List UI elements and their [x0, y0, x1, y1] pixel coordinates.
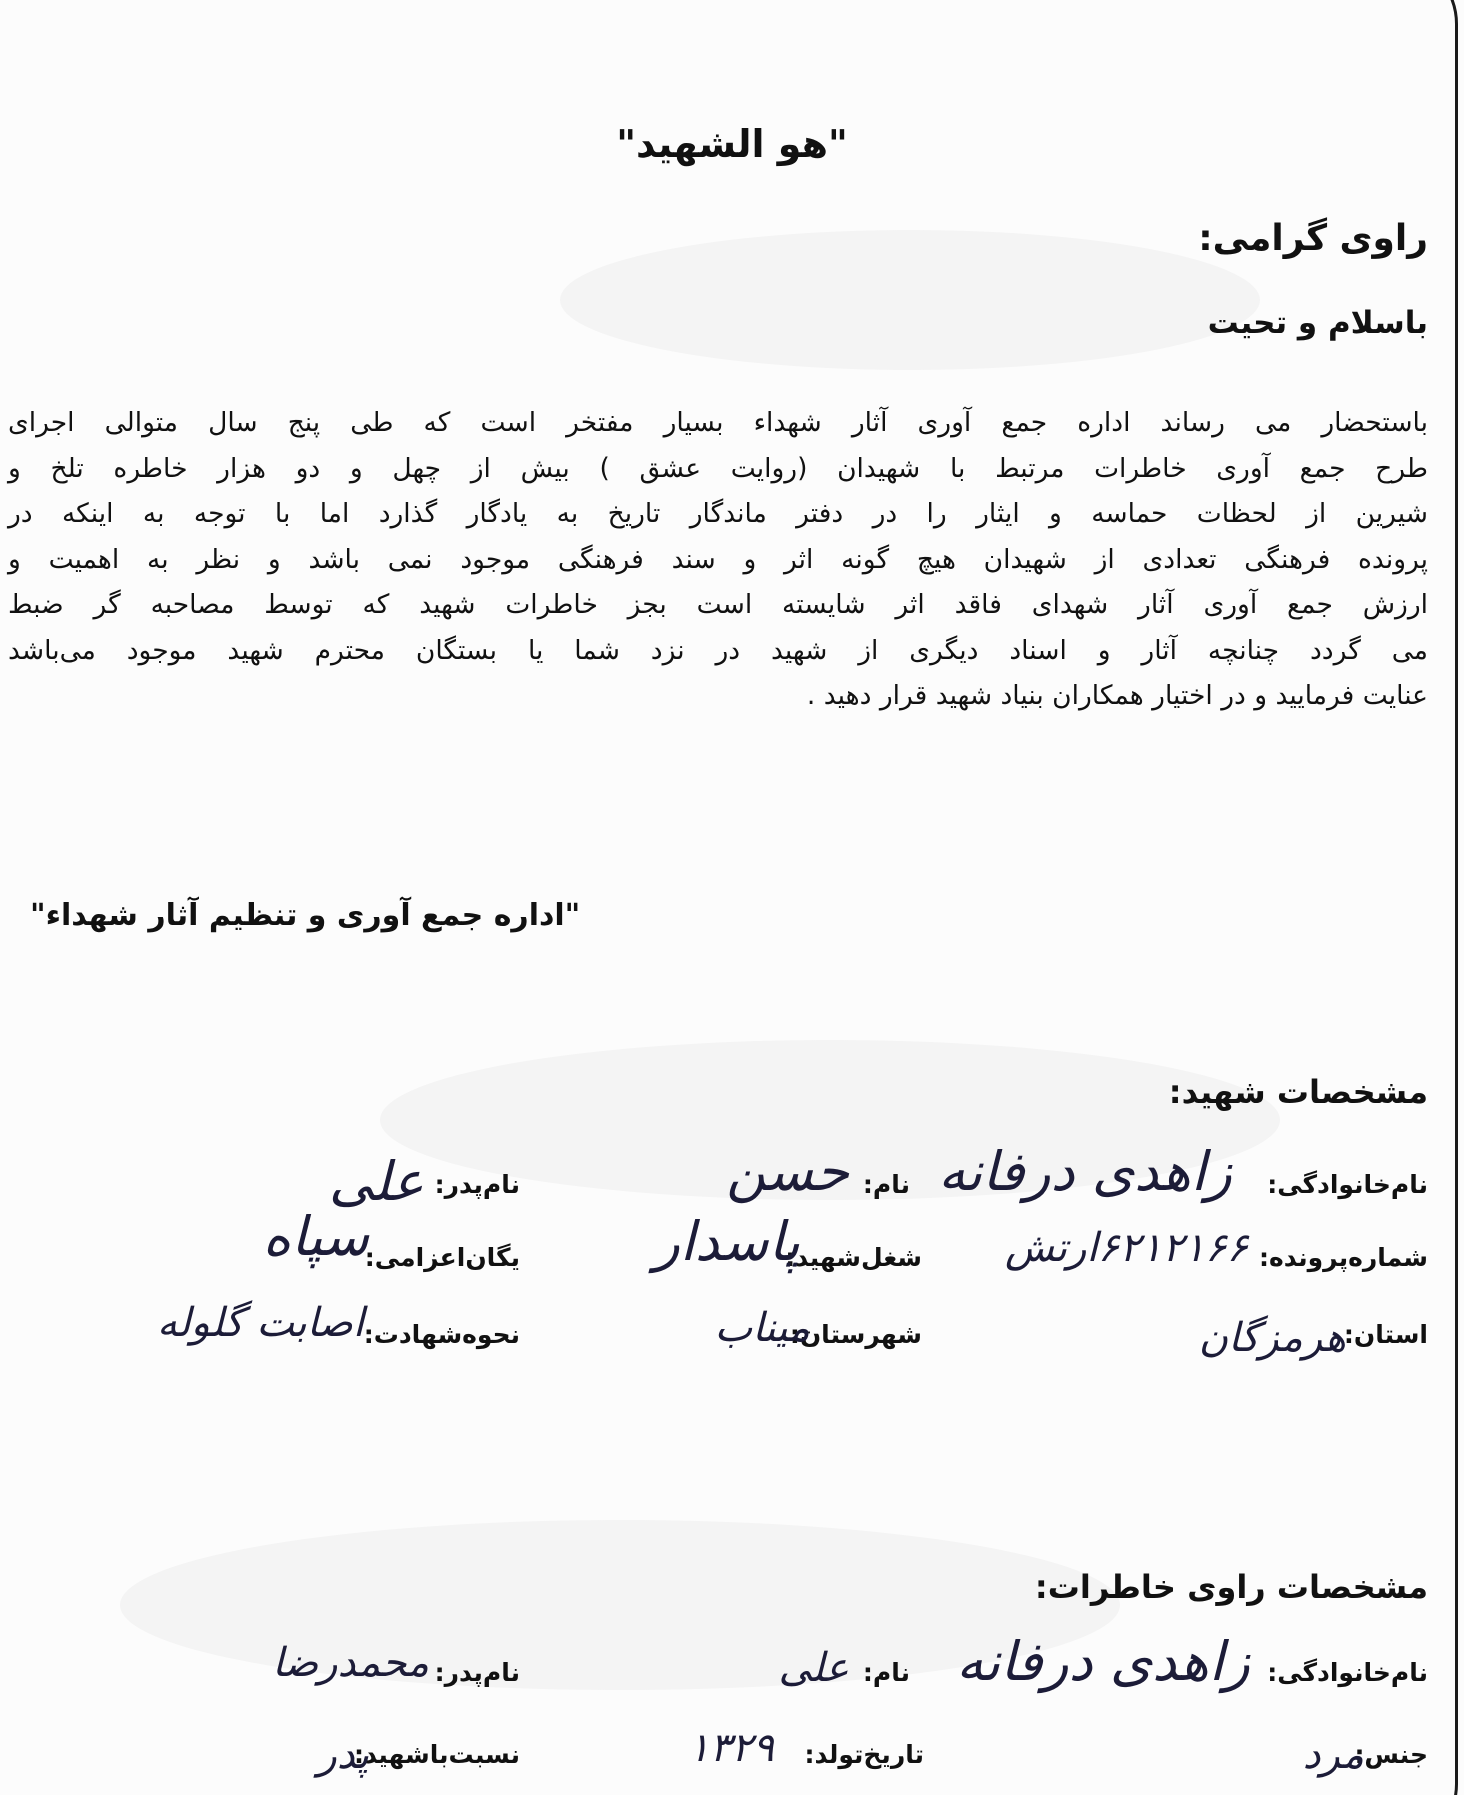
- body-line: طرح جمع آوری خاطرات مرتبط با شهیدان (روایت عشق ) بیش از چهل و دو هزار خاطره تلخ و: [8, 452, 1428, 484]
- document-title: "هو الشهید": [616, 122, 848, 166]
- narrator-first-name-label: نام:: [862, 1658, 910, 1687]
- narrator-relation-label: نسبت‌باشهید:: [353, 1740, 520, 1769]
- martyr-father-name-value: علی: [328, 1150, 424, 1213]
- martyr-first-name-value: حسن: [726, 1140, 849, 1203]
- martyr-father-name-label: نام‌پدر:: [434, 1170, 520, 1199]
- martyr-file-number-label: شماره‌پرونده:: [1259, 1243, 1428, 1272]
- martyr-martyrdom-manner-label: نحوه‌شهادت:: [363, 1320, 520, 1349]
- narrator-birth-date-label: تاریخ‌تولد:: [804, 1740, 924, 1769]
- narrator-birth-date-value: ۱۳۲۹: [688, 1725, 774, 1771]
- narrator-first-name-value: علی: [778, 1645, 849, 1691]
- bleed-through-smudge: [560, 230, 1260, 370]
- narrator-section-heading: مشخصات راوی خاطرات:: [1034, 1568, 1428, 1606]
- body-line: پرونده فرهنگی تعدادی از شهیدان هیچ گونه اثر و سند فرهنگی موجود نمی باشد و نظر به اهمیت و: [8, 543, 1428, 575]
- martyr-province-label: استان:: [1343, 1320, 1428, 1349]
- martyr-dispatch-unit-value: سپاه: [262, 1205, 369, 1268]
- issuing-office: "اداره جمع آوری و تنظیم آثار شهداء": [30, 898, 581, 933]
- martyr-file-number-value: ۶۲۱۲۱۶۶ارتش: [1005, 1225, 1248, 1271]
- martyr-first-name-label: نام:: [862, 1170, 910, 1199]
- narrator-family-name-label: نام‌خانوادگی:: [1267, 1658, 1428, 1687]
- body-line: شیرین از لحظات حماسه و ایثار را در دفتر ماندگار تاریخ به یادگار گذارد اما با توجه به اینکه در: [8, 498, 1428, 529]
- narrator-father-name-label: نام‌پدر:: [434, 1658, 520, 1687]
- regards: باسلام و تحیت: [1207, 305, 1428, 341]
- martyr-family-name-label: نام‌خانوادگی:: [1267, 1170, 1428, 1199]
- body-line: باستحضار می رساند اداره جمع آوری آثار شهداء بسیار مفتخر است که طی پنج سال متوالی اجرای: [8, 407, 1428, 438]
- salutation: راوی گرامی:: [1198, 218, 1428, 259]
- martyr-province-value: هرمزگان: [1198, 1315, 1346, 1361]
- martyr-dispatch-unit-label: یگان‌اعزامی:: [364, 1243, 520, 1272]
- narrator-relation-value: پدر: [317, 1732, 369, 1778]
- narrator-family-name-value: زاهدی درفانه: [956, 1630, 1250, 1693]
- martyr-section-heading: مشخصات شهید:: [1168, 1073, 1428, 1111]
- body-paragraph: [8, 400, 1428, 719]
- martyr-occupation-value: پاسدار: [653, 1210, 800, 1273]
- body-line: می گردد چنانچه آثار و اسناد دیگری از شهید در نزد شما یا بستگان محترم شهید موجود می‌باشد: [8, 634, 1428, 666]
- martyr-city-value: میناب: [714, 1305, 810, 1351]
- martyr-city-label: شهرستان:: [789, 1320, 922, 1349]
- martyr-occupation-label: شغل‌شهید:: [785, 1243, 922, 1272]
- narrator-gender-value: مرد: [1302, 1732, 1364, 1778]
- narrator-father-name-value: محمدرضا: [272, 1640, 429, 1686]
- body-line: عنایت فرمایید و در اختیار همکاران بنیاد شهید قرار دهید .: [806, 680, 1428, 711]
- narrator-gender-label: جنس:: [1354, 1740, 1428, 1769]
- body-line: ارزش جمع آوری آثار شهدای فاقد اثر شایسته است بجز خاطرات شهید که توسط مصاحبه گر ضبط: [8, 589, 1428, 620]
- martyr-martyrdom-manner-value: اصابت گلوله: [157, 1300, 364, 1346]
- martyr-family-name-value: زاهدی درفانه: [938, 1140, 1232, 1203]
